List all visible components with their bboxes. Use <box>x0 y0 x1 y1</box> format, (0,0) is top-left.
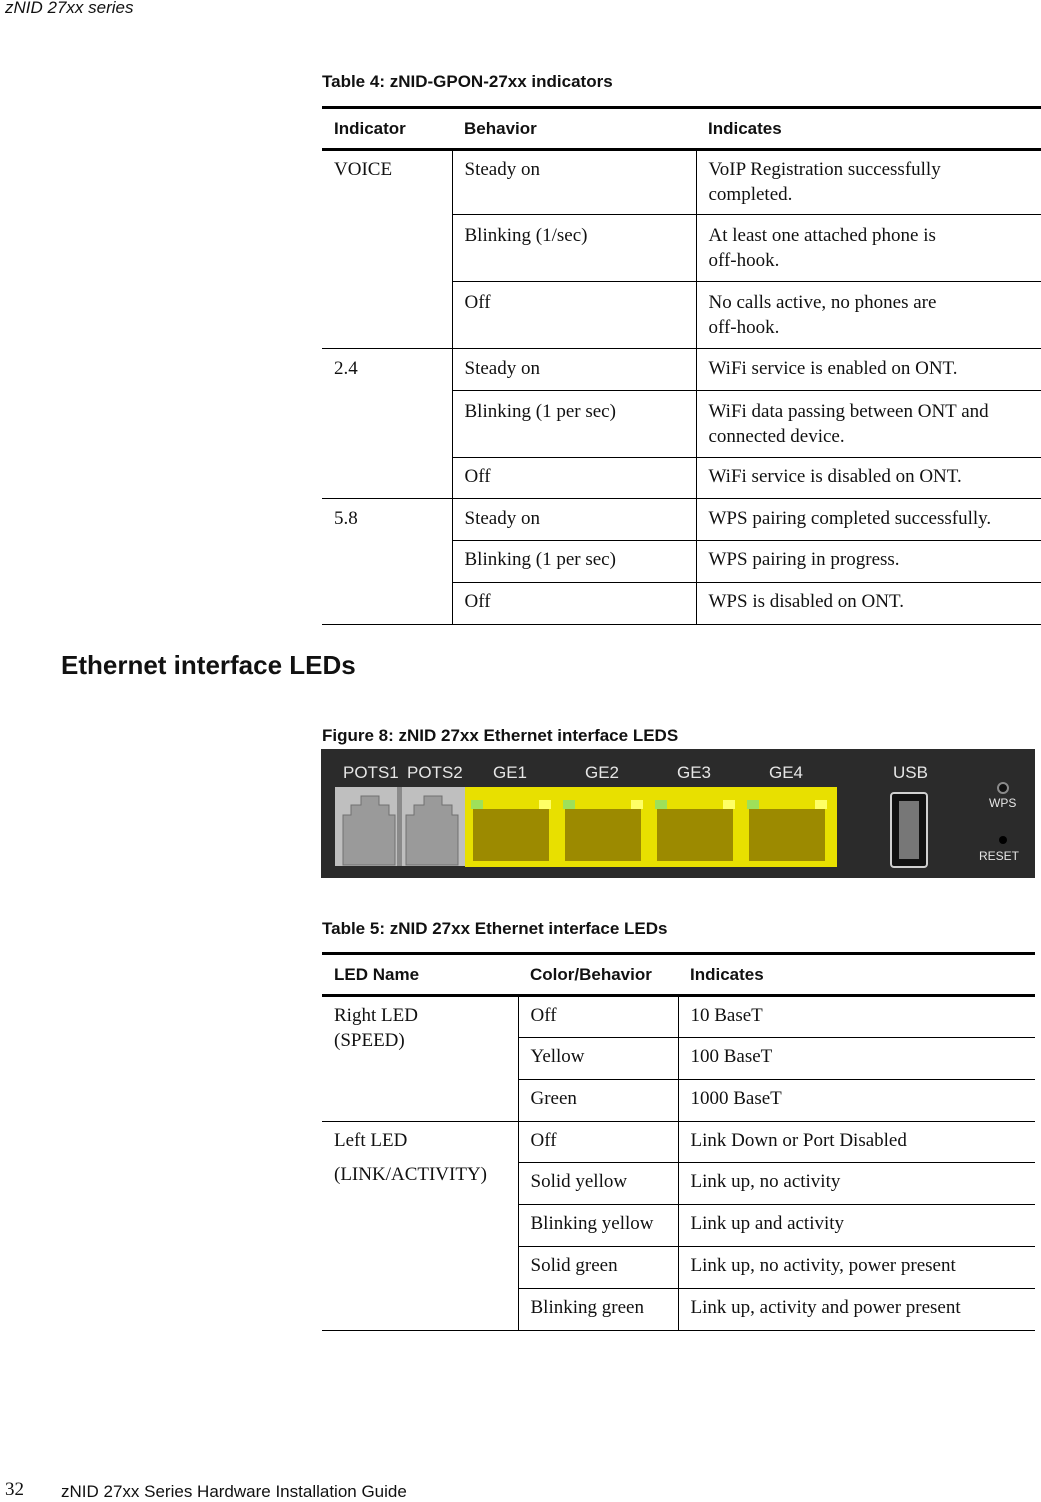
behavior-cell: Steady on <box>452 349 696 391</box>
label-ge3: GE3 <box>677 763 712 782</box>
label-ge1: GE1 <box>493 763 528 782</box>
behavior-cell: Steady on <box>452 150 696 215</box>
behavior-cell: Steady on <box>452 499 696 541</box>
indicates-cell: 1000 BaseT <box>678 1080 1035 1122</box>
table5-header-color-behavior: Color/Behavior <box>518 954 678 996</box>
table4-caption: Table 4: zNID-GPON-27xx indicators <box>322 72 613 91</box>
table5-header-indicates: Indicates <box>678 954 1035 996</box>
label-pots1: POTS1 <box>343 763 399 782</box>
running-header: zNID 27xx series <box>5 0 134 17</box>
indicates-cell: No calls active, no phones are off-hook. <box>696 282 1041 349</box>
indicates-cell: WiFi service is enabled on ONT. <box>696 349 1041 391</box>
indicates-cell: Link up, no activity <box>678 1163 1035 1205</box>
behavior-cell: Yellow <box>518 1038 678 1080</box>
behavior-cell: Blinking (1 per sec) <box>452 541 696 583</box>
label-usb: USB <box>893 763 928 782</box>
table4-header-indicator: Indicator <box>322 108 452 150</box>
ge3-port <box>655 800 735 861</box>
behavior-cell: Blinking (1/sec) <box>452 215 696 282</box>
behavior-cell: Blinking green <box>518 1289 678 1331</box>
behavior-cell: Off <box>452 458 696 499</box>
indicates-cell: VoIP Registration successfully completed. <box>696 150 1041 215</box>
behavior-cell: Off <box>452 583 696 625</box>
indicates-cell: Link up and activity <box>678 1205 1035 1247</box>
table-row <box>322 1122 1035 1163</box>
ethernet-panel-figure <box>321 749 1035 878</box>
pots2-port <box>406 796 458 865</box>
behavior-cell: Off <box>452 282 696 349</box>
indicates-cell: WPS pairing in progress. <box>696 541 1041 583</box>
table5-caption: Table 5: zNID 27xx Ethernet interface LEDs <box>322 919 668 938</box>
led-name-line2: (LINK/ACTIVITY) <box>334 1164 488 1185</box>
table4 <box>322 106 1041 625</box>
table4-header-indicates: Indicates <box>696 108 1041 150</box>
table-row <box>322 349 1041 391</box>
ge1-port <box>471 800 551 861</box>
ge2-port <box>563 800 643 861</box>
ge2-left-led <box>563 800 575 809</box>
ge4-port <box>747 800 827 861</box>
led-name-line1: Right LED <box>334 1005 418 1026</box>
page-number: 32 <box>5 1479 24 1500</box>
ge1-left-led <box>471 800 483 809</box>
ge4-right-led <box>815 800 827 809</box>
led-name-cell <box>322 1122 518 1331</box>
indicator-cell: 5.8 <box>322 499 452 625</box>
indicates-cell: 100 BaseT <box>678 1038 1035 1080</box>
figure8-caption: Figure 8: zNID 27xx Ethernet interface LEDS <box>322 726 679 745</box>
behavior-cell: Solid green <box>518 1247 678 1289</box>
label-ge4: GE4 <box>769 763 804 782</box>
indicates-cell: WPS is disabled on ONT. <box>696 583 1041 625</box>
indicates-cell: Link Down or Port Disabled <box>678 1122 1035 1163</box>
behavior-cell: Off <box>518 996 678 1038</box>
wps-button-icon <box>998 783 1008 793</box>
indicates-cell: At least one attached phone is off-hook. <box>696 215 1041 282</box>
behavior-cell: Blinking yellow <box>518 1205 678 1247</box>
table-row <box>322 499 1041 541</box>
table5 <box>322 952 1035 1331</box>
led-name-line2: (SPEED) <box>334 1030 405 1051</box>
table4-header-behavior: Behavior <box>452 108 696 150</box>
indicates-cell: Link up, activity and power present <box>678 1289 1035 1331</box>
guide-title: zNID 27xx Series Hardware Installation Guide <box>61 1482 407 1501</box>
indicator-cell: VOICE <box>322 150 452 349</box>
pots1-port <box>343 796 395 865</box>
indicates-cell: WPS pairing completed successfully. <box>696 499 1041 541</box>
label-wps: WPS <box>989 796 1017 810</box>
label-pots2: POTS2 <box>407 763 463 782</box>
table-row <box>322 996 1035 1038</box>
ge3-left-led <box>655 800 667 809</box>
ge4-left-led <box>747 800 759 809</box>
indicates-cell: 10 BaseT <box>678 996 1035 1038</box>
usb-port <box>891 793 927 867</box>
behavior-cell: Blinking (1 per sec) <box>452 391 696 458</box>
reset-hole-icon <box>999 836 1007 844</box>
led-name-cell <box>322 996 518 1122</box>
section-heading: Ethernet interface LEDs <box>61 650 356 680</box>
indicator-cell: 2.4 <box>322 349 452 499</box>
ge1-right-led <box>539 800 551 809</box>
table5-header-led-name: LED Name <box>322 954 518 996</box>
behavior-cell: Solid yellow <box>518 1163 678 1205</box>
indicates-cell: WiFi service is disabled on ONT. <box>696 458 1041 499</box>
behavior-cell: Green <box>518 1080 678 1122</box>
indicates-cell: Link up, no activity, power present <box>678 1247 1035 1289</box>
label-reset: RESET <box>979 849 1020 863</box>
behavior-cell: Off <box>518 1122 678 1163</box>
ge3-right-led <box>723 800 735 809</box>
indicates-cell: WiFi data passing between ONT and connected device. <box>696 391 1041 458</box>
led-name-line1: Left LED <box>334 1130 408 1151</box>
table-row <box>322 150 1041 215</box>
ge2-right-led <box>631 800 643 809</box>
label-ge2: GE2 <box>585 763 620 782</box>
